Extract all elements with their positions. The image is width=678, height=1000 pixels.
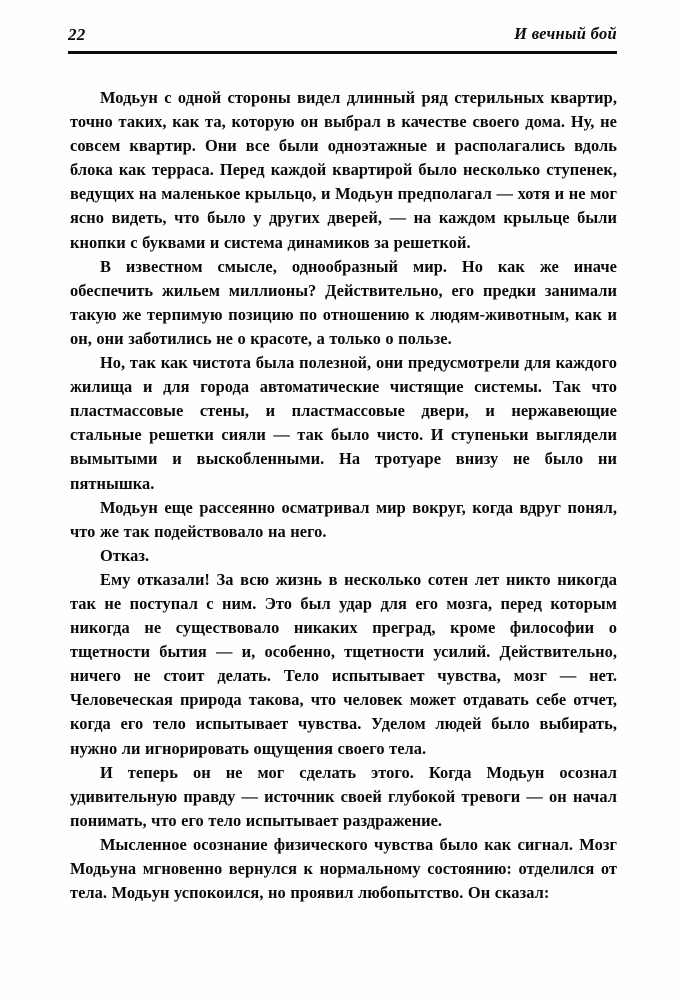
body-text <box>70 86 617 905</box>
paragraph: Модьун с одной стороны видел длинный ряд стерильных квартир, точно таких, как та, которую он выбрал в качестве своего дома. Ну, не совсем квартир. Они все были одноэтажные и располагались вдоль блока как терраса. Перед каждой квартирой было несколько ступенек, ведущих на маленькое крыльцо, и Модьун предполагал — хотя и не мог ясно видеть, что было у других дверей, — на каждом крыльце были кнопки с буквами и система динамиков за решеткой. <box>70 88 617 252</box>
paragraph: Ему отказали! За всю жизнь в несколько сотен лет никто никогда так не поступал с ним. Это был удар для его мозга, перед которым никогда не существовало никаких преград, кроме философии о тщетности бытия — и, особенно, тщетности усилий. Действительно, ничего не стоит делать. Тело испытывает чувства, мозг — нет. Человеческая природа такова, что человек может отдавать себе отчет, когда его тело испытывает чувства. Уделом людей было выбирать, нужно ли игнорировать ощущения своего тела. <box>70 569 617 758</box>
header-divider-rule <box>68 51 617 54</box>
running-head-title: И вечный бой <box>514 24 617 43</box>
paragraph: И теперь он не мог сделать этого. Когда Модьун осознал удивительную правду — источник своей глубокой тревоги — он начал понимать, что его тело испытывает раздражение. <box>70 762 617 830</box>
paragraph: Модьун еще рассеянно осматривал мир вокруг, когда вдруг понял, что же так подействовало на него. <box>70 497 617 541</box>
paragraph: Мысленное осознание физического чувства было как сигнал. Мозг Модьуна мгновенно вернулся к нормальному состоянию: отделился от тела. Модьун успокоился, но проявил любопытство. Он сказал: <box>70 834 617 903</box>
paragraph: Отказ. <box>100 545 150 565</box>
page-number: 22 <box>68 25 86 44</box>
paragraph: В известном смысле, однообразный мир. Но как же иначе обеспечить жильем миллионы? Действительно, его предки занимали такую же терпимую позицию по отношению к людям-животным, как и он, они заботились не о красоте, а только о пользе. <box>70 256 617 348</box>
paragraph: Но, так как чистота была полезной, они предусмотрели для каждого жилища и для города автоматические чистящие системы. Так что пластмассовые стены, и пластмассовые двери, и нержавеющие стальные решетки сияли — так было чисто. И ступеньки выглядели вымытыми и выскобленными. На тротуаре внизу не было ни пятнышка. <box>70 353 617 493</box>
running-header <box>68 26 617 52</box>
